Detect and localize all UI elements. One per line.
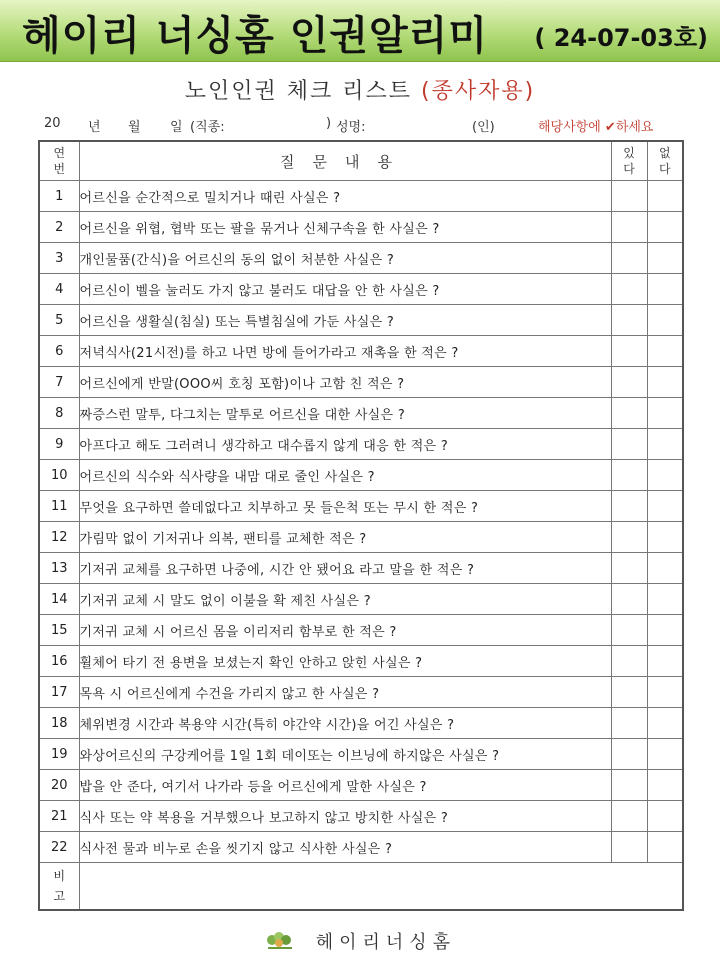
yes-check-cell[interactable] bbox=[611, 615, 647, 646]
row-question: 개인물품(간식)을 어르신의 동의 없이 처분한 사실은 ? bbox=[79, 243, 611, 274]
table-row bbox=[39, 708, 683, 739]
flower-logo-icon bbox=[264, 931, 298, 956]
row-number: 14 bbox=[39, 584, 79, 615]
table-row bbox=[39, 336, 683, 367]
no-check-cell[interactable] bbox=[647, 584, 683, 615]
row-question: 아프다고 해도 그러려니 생각하고 대수롭지 않게 대응 한 적은 ? bbox=[79, 429, 611, 460]
header-number: 연 번 bbox=[39, 141, 79, 181]
yes-check-cell[interactable] bbox=[611, 429, 647, 460]
yes-check-cell[interactable] bbox=[611, 708, 647, 739]
issue-number: ( 24-07-03호) bbox=[534, 24, 708, 52]
seal-label: (인) bbox=[472, 120, 495, 135]
day-unit: 일 bbox=[170, 120, 183, 135]
row-question: 어르신을 순간적으로 밀치거나 때린 사실은 ? bbox=[79, 181, 611, 212]
yes-check-cell[interactable] bbox=[611, 212, 647, 243]
table-row bbox=[39, 212, 683, 243]
row-number: 4 bbox=[39, 274, 79, 305]
row-question: 어르신을 생활실(침실) 또는 특별침실에 가둔 사실은 ? bbox=[79, 305, 611, 336]
yes-check-cell[interactable] bbox=[611, 398, 647, 429]
row-number: 7 bbox=[39, 367, 79, 398]
check-instruction: 해당사항에 ✔하세요 bbox=[538, 120, 654, 135]
remarks-row bbox=[39, 863, 683, 911]
header-banner bbox=[0, 0, 720, 62]
yes-check-cell[interactable] bbox=[611, 832, 647, 863]
row-number: 2 bbox=[39, 212, 79, 243]
respondent-info-line bbox=[42, 116, 688, 136]
no-check-cell[interactable] bbox=[647, 367, 683, 398]
row-question: 어르신에게 반말(OOO씨 호칭 포함)이나 고함 친 적은 ? bbox=[79, 367, 611, 398]
no-check-cell[interactable] bbox=[647, 615, 683, 646]
no-check-cell[interactable] bbox=[647, 677, 683, 708]
no-check-cell[interactable] bbox=[647, 398, 683, 429]
table-row bbox=[39, 243, 683, 274]
header-question: 질문내용 bbox=[79, 141, 611, 181]
no-check-cell[interactable] bbox=[647, 553, 683, 584]
row-question: 휠체어 타기 전 용변을 보셨는지 확인 안하고 앉힌 사실은 ? bbox=[79, 646, 611, 677]
row-question: 식사전 물과 비누로 손을 씻기지 않고 식사한 사실은 ? bbox=[79, 832, 611, 863]
table-row bbox=[39, 460, 683, 491]
row-number: 3 bbox=[39, 243, 79, 274]
row-number: 10 bbox=[39, 460, 79, 491]
row-number: 5 bbox=[39, 305, 79, 336]
no-check-cell[interactable] bbox=[647, 522, 683, 553]
month-unit: 월 bbox=[128, 120, 141, 135]
table-row bbox=[39, 181, 683, 212]
yes-check-cell[interactable] bbox=[611, 336, 647, 367]
row-number: 15 bbox=[39, 615, 79, 646]
yes-check-cell[interactable] bbox=[611, 801, 647, 832]
row-number: 1 bbox=[39, 181, 79, 212]
no-check-cell[interactable] bbox=[647, 274, 683, 305]
table-row bbox=[39, 522, 683, 553]
no-check-cell[interactable] bbox=[647, 212, 683, 243]
header-yes: 있 다 bbox=[611, 141, 647, 181]
table-row bbox=[39, 677, 683, 708]
row-question: 기저귀 교체 시 어르신 몸을 이리저리 함부로 한 적은 ? bbox=[79, 615, 611, 646]
no-check-cell[interactable] bbox=[647, 429, 683, 460]
yes-check-cell[interactable] bbox=[611, 770, 647, 801]
row-number: 6 bbox=[39, 336, 79, 367]
table-row bbox=[39, 739, 683, 770]
row-number: 18 bbox=[39, 708, 79, 739]
banner-title: 헤이리 너싱홈 인권알리미 bbox=[22, 13, 488, 59]
row-question: 밥을 안 준다, 여기서 나가라 등을 어르신에게 말한 사실은 ? bbox=[79, 770, 611, 801]
checklist-title-main: 노인인권 체크 리스트 bbox=[184, 79, 413, 104]
table-row bbox=[39, 274, 683, 305]
no-check-cell[interactable] bbox=[647, 460, 683, 491]
row-question: 어르신을 위협, 협박 또는 팔을 묶거나 신체구속을 한 사실은 ? bbox=[79, 212, 611, 243]
job-label: (직종: bbox=[190, 120, 225, 135]
no-check-cell[interactable] bbox=[647, 708, 683, 739]
yes-check-cell[interactable] bbox=[611, 739, 647, 770]
footer-brand bbox=[0, 928, 720, 956]
yes-check-cell[interactable] bbox=[611, 553, 647, 584]
row-question: 무엇을 요구하면 쓸데없다고 치부하고 못 들은척 또는 무시 한 적은 ? bbox=[79, 491, 611, 522]
table-row bbox=[39, 615, 683, 646]
table-row bbox=[39, 305, 683, 336]
table-row bbox=[39, 491, 683, 522]
table-header-row bbox=[39, 141, 683, 181]
row-question: 체위변경 시간과 복용약 시간(특히 야간약 시간)을 어긴 사실은 ? bbox=[79, 708, 611, 739]
checklist-table bbox=[38, 140, 684, 911]
yes-check-cell[interactable] bbox=[611, 305, 647, 336]
yes-check-cell[interactable] bbox=[611, 460, 647, 491]
remarks-label: 비 고 bbox=[39, 863, 79, 911]
yes-check-cell[interactable] bbox=[611, 274, 647, 305]
row-question: 식사 또는 약 복용을 거부했으나 보고하지 않고 방치한 사실은 ? bbox=[79, 801, 611, 832]
yes-check-cell[interactable] bbox=[611, 491, 647, 522]
yes-check-cell[interactable] bbox=[611, 367, 647, 398]
yes-check-cell[interactable] bbox=[611, 243, 647, 274]
row-question: 어르신이 벨을 눌러도 가지 않고 불러도 대답을 안 한 사실은 ? bbox=[79, 274, 611, 305]
checklist-rows bbox=[39, 181, 683, 863]
table-row bbox=[39, 367, 683, 398]
row-number: 13 bbox=[39, 553, 79, 584]
checklist-title-sub: (종사자용) bbox=[421, 79, 536, 104]
row-question: 저녁식사(21시전)를 하고 나면 방에 들어가라고 재촉을 한 적은 ? bbox=[79, 336, 611, 367]
row-number: 8 bbox=[39, 398, 79, 429]
no-check-cell[interactable] bbox=[647, 801, 683, 832]
table-row bbox=[39, 646, 683, 677]
row-number: 12 bbox=[39, 522, 79, 553]
job-close: ) bbox=[326, 116, 332, 131]
row-question: 어르신의 식수와 식사량을 내맘 대로 줄인 사실은 ? bbox=[79, 460, 611, 491]
no-check-cell[interactable] bbox=[647, 181, 683, 212]
table-row bbox=[39, 398, 683, 429]
row-question: 짜증스런 말투, 다그치는 말투로 어르신을 대한 사실은 ? bbox=[79, 398, 611, 429]
no-check-cell[interactable] bbox=[647, 336, 683, 367]
row-question: 기저귀 교체 시 말도 없이 이불을 확 제친 사실은 ? bbox=[79, 584, 611, 615]
no-check-cell[interactable] bbox=[647, 305, 683, 336]
table-row bbox=[39, 770, 683, 801]
row-number: 22 bbox=[39, 832, 79, 863]
yes-check-cell[interactable] bbox=[611, 677, 647, 708]
table-row bbox=[39, 553, 683, 584]
row-number: 19 bbox=[39, 739, 79, 770]
yes-check-cell[interactable] bbox=[611, 181, 647, 212]
no-check-cell[interactable] bbox=[647, 770, 683, 801]
no-check-cell[interactable] bbox=[647, 832, 683, 863]
yes-check-cell[interactable] bbox=[611, 646, 647, 677]
table-row bbox=[39, 584, 683, 615]
row-question: 목욕 시 어르신에게 수건을 가리지 않고 한 사실은 ? bbox=[79, 677, 611, 708]
row-number: 20 bbox=[39, 770, 79, 801]
row-number: 9 bbox=[39, 429, 79, 460]
no-check-cell[interactable] bbox=[647, 491, 683, 522]
no-check-cell[interactable] bbox=[647, 646, 683, 677]
remarks-cell[interactable] bbox=[79, 863, 683, 911]
checklist-title bbox=[0, 74, 720, 105]
row-number: 17 bbox=[39, 677, 79, 708]
table-row bbox=[39, 832, 683, 863]
yes-check-cell[interactable] bbox=[611, 522, 647, 553]
year-unit: 년 bbox=[88, 120, 101, 135]
no-check-cell[interactable] bbox=[647, 739, 683, 770]
footer-brand-name: 헤이리너싱홈 bbox=[315, 932, 457, 953]
row-question: 가림막 없이 기저귀나 의복, 팬티를 교체한 적은 ? bbox=[79, 522, 611, 553]
header-no: 없 다 bbox=[647, 141, 683, 181]
row-question: 기저귀 교체를 요구하면 나중에, 시간 안 됐어요 라고 말을 한 적은 ? bbox=[79, 553, 611, 584]
no-check-cell[interactable] bbox=[647, 243, 683, 274]
name-label: 성명: bbox=[336, 120, 366, 135]
yes-check-cell[interactable] bbox=[611, 584, 647, 615]
row-number: 11 bbox=[39, 491, 79, 522]
table-row bbox=[39, 429, 683, 460]
year-prefix: 20 bbox=[44, 116, 61, 131]
table-row bbox=[39, 801, 683, 832]
row-number: 16 bbox=[39, 646, 79, 677]
row-question: 와상어르신의 구강케어를 1일 1회 데이또는 이브닝에 하지않은 사실은 ? bbox=[79, 739, 611, 770]
row-number: 21 bbox=[39, 801, 79, 832]
